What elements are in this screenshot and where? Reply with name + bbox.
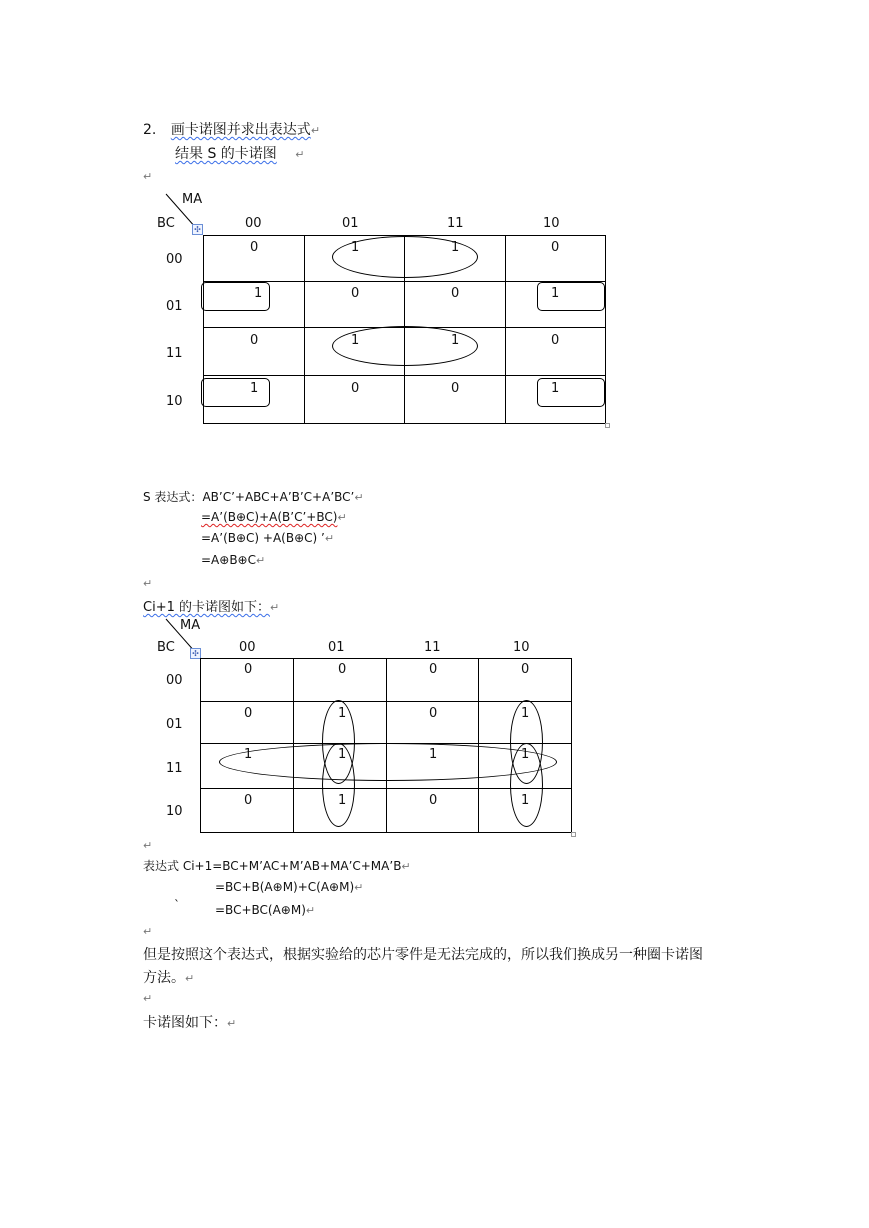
- paragraph-mark: ↵: [185, 972, 195, 985]
- paragraph-mark: ↵: [143, 925, 153, 938]
- cell-value: 0: [429, 662, 438, 677]
- paragraph-mark: ↵: [354, 881, 364, 894]
- col-header: 01: [342, 216, 359, 231]
- cell-value: 0: [244, 706, 253, 721]
- s-expression-text: AB’C’+ABC+A’B’C+A’BC’: [202, 490, 355, 504]
- s-expression-step: [201, 553, 265, 567]
- cell-value: 0: [338, 662, 347, 677]
- cell-value: 1: [521, 747, 530, 762]
- col-header: 11: [424, 640, 441, 655]
- cell-value: 1: [338, 706, 347, 721]
- subheading-text: 结果 S 的卡诺图: [175, 146, 277, 162]
- paragraph-mark: ↵: [143, 839, 153, 852]
- cell-value: 0: [244, 793, 253, 808]
- row-header: 10: [166, 394, 183, 409]
- cell-value: 1: [551, 286, 560, 301]
- s-expression-label: S 表达式：: [143, 490, 203, 504]
- cell-value: 1: [429, 747, 438, 762]
- col-header: 01: [328, 640, 345, 655]
- s-expression-text: =A’(B⊕C) +A(B⊕C) ’: [201, 531, 325, 545]
- ci-expression-label: 表达式 Ci+1=: [143, 859, 223, 873]
- cell-value: 0: [551, 240, 560, 255]
- cell-value: 0: [451, 381, 460, 396]
- cell-value: 0: [250, 240, 259, 255]
- group-box: [201, 282, 270, 311]
- cell-value: 0: [451, 286, 460, 301]
- cell-value: 0: [351, 381, 360, 396]
- paragraph-mark: ↵: [324, 532, 335, 545]
- cell-value: 0: [244, 662, 253, 677]
- row-header: 01: [166, 299, 183, 314]
- group-box: [201, 378, 270, 407]
- heading: [143, 119, 320, 139]
- ci-intro-text: Ci+1 的卡诺图如下：: [143, 600, 270, 615]
- ci-expression-step: [215, 880, 363, 894]
- corner-left-label: BC: [157, 216, 175, 231]
- paragraph-mark: ↵: [255, 554, 266, 567]
- corner-left-label: BC: [157, 640, 175, 655]
- paragraph-text: 方法。: [143, 970, 185, 986]
- paragraph-mark: ↵: [143, 992, 153, 1005]
- cell-value: 0: [250, 333, 259, 348]
- group-box: [537, 378, 605, 407]
- final-line: [143, 1012, 236, 1032]
- table-move-handle-icon[interactable]: ✣: [190, 648, 201, 659]
- ci-expression-text: BC+M’AC+M’AB+MA’C+MA’B: [222, 859, 402, 873]
- col-header: 10: [513, 640, 530, 655]
- paragraph-mark: ↵: [227, 1017, 237, 1030]
- paragraph-mark: ↵: [295, 148, 305, 161]
- col-header: 00: [245, 216, 262, 231]
- cell-value: 1: [338, 747, 347, 762]
- col-header: 00: [239, 640, 256, 655]
- row-header: 10: [166, 804, 183, 819]
- cell-value: 1: [521, 793, 530, 808]
- cell-value: 0: [551, 333, 560, 348]
- cell-value: 1: [250, 381, 259, 396]
- s-expression-line: [143, 488, 364, 505]
- paragraph-mark: ↵: [337, 511, 347, 524]
- s-expression-text: =A⊕B⊕C: [201, 553, 256, 567]
- paragraph-mark: ↵: [143, 577, 153, 590]
- row-header: 00: [166, 252, 183, 267]
- paragraph-line: 但是按照这个表达式，根据实验给的芯片零件是无法完成的，所以我们换成另一种圈卡诺图: [143, 947, 703, 963]
- group-box: [537, 282, 605, 311]
- ci-expression-line: [143, 857, 411, 874]
- cell-value: 1: [551, 381, 560, 396]
- paragraph-line: [143, 967, 194, 987]
- cell-value: 1: [521, 706, 530, 721]
- s-expression-step: [201, 510, 347, 524]
- corner-top-label: MA: [182, 192, 203, 207]
- paragraph-mark: ↵: [354, 491, 364, 504]
- cell-value: 1: [351, 240, 360, 255]
- ci-expression-text: =BC+B(A⊕M)+C(A⊕M): [215, 880, 355, 894]
- heading-title: 画卡诺图并求出表达式: [170, 122, 311, 138]
- table-resize-handle[interactable]: [605, 423, 610, 428]
- table-move-handle-icon[interactable]: ✣: [192, 224, 203, 235]
- cell-value: 0: [351, 286, 360, 301]
- col-header: 10: [543, 216, 560, 231]
- s-expression-text: =A’(B⊕C)+A(B’C’+BC): [201, 510, 338, 524]
- corner-top-label: MA: [180, 618, 201, 633]
- cell-value: 1: [351, 333, 360, 348]
- cell-value: 0: [429, 706, 438, 721]
- s-expression-step: [201, 531, 334, 545]
- cell-value: 0: [429, 793, 438, 808]
- group-ellipse: [332, 236, 478, 278]
- cell-value: 1: [338, 793, 347, 808]
- cell-value: 0: [521, 662, 530, 677]
- paragraph-mark: ↵: [305, 904, 316, 917]
- paragraph-mark: ↵: [401, 860, 411, 873]
- paragraph-mark: ↵: [270, 601, 280, 614]
- row-header: 11: [166, 761, 183, 776]
- cell-value: 1: [244, 747, 253, 762]
- row-header: 00: [166, 673, 183, 688]
- paragraph-mark: ↵: [143, 170, 153, 183]
- row-header: 11: [166, 346, 183, 361]
- ci-intro: [143, 596, 279, 615]
- group-ellipse: [332, 326, 478, 366]
- col-header: 11: [447, 216, 464, 231]
- group-ellipse: [219, 743, 557, 781]
- row-header: 01: [166, 717, 183, 732]
- subheading: [175, 143, 304, 163]
- stray-tick: `: [174, 898, 180, 912]
- final-line-text: 卡诺图如下：: [143, 1015, 227, 1031]
- ci-expression-text: =BC+BC(A⊕M): [215, 903, 306, 917]
- table-resize-handle[interactable]: [571, 832, 576, 837]
- paragraph-mark: ↵: [310, 124, 321, 137]
- cell-value: 1: [451, 240, 460, 255]
- cell-value: 1: [451, 333, 460, 348]
- ci-expression-step: [215, 903, 315, 917]
- cell-value: 1: [254, 286, 263, 301]
- heading-number: 2.: [143, 122, 157, 138]
